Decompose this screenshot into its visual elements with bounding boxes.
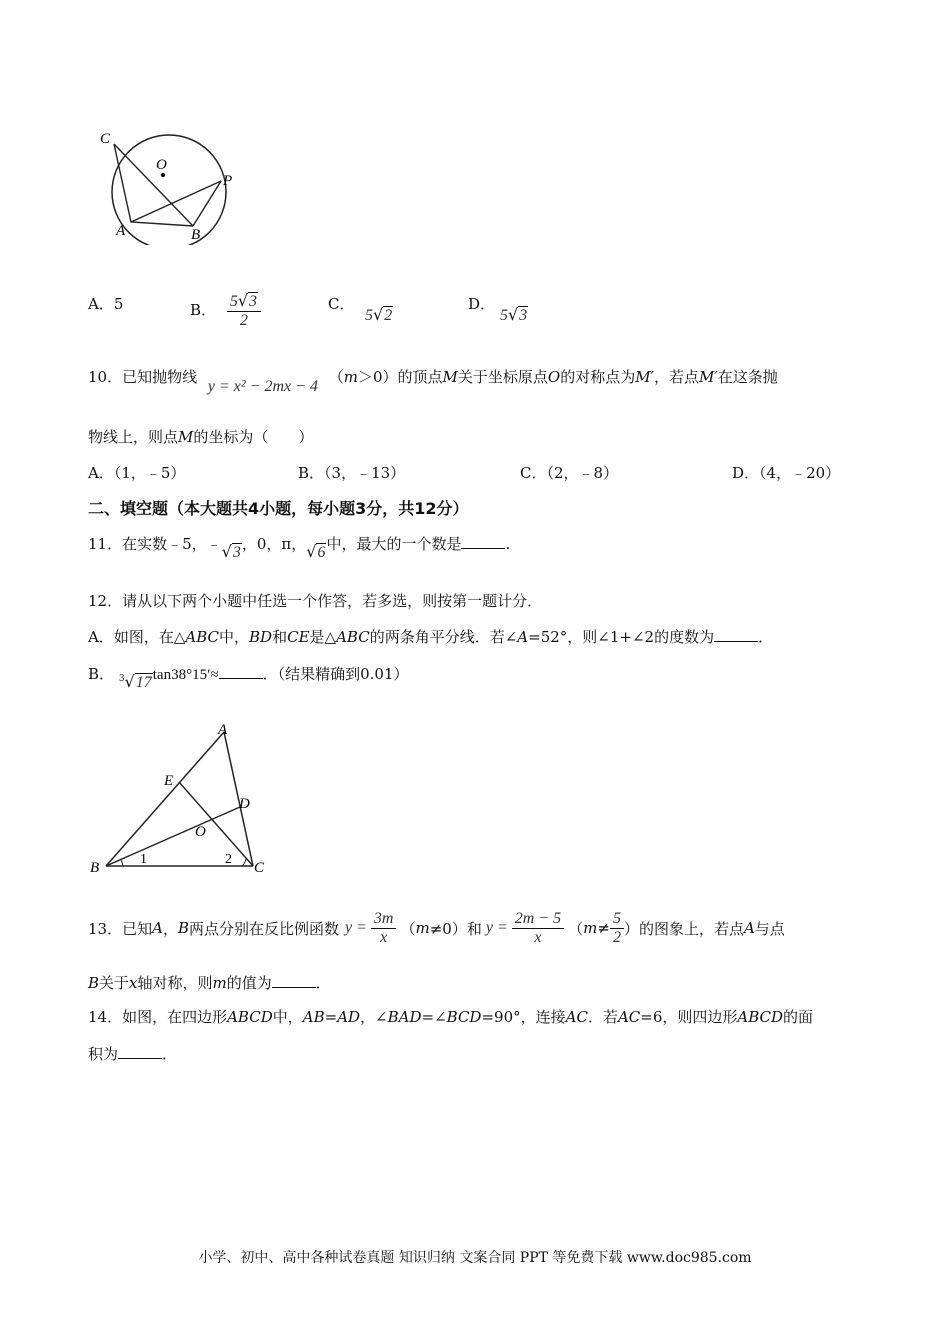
q9-option-d: D． [468,295,496,313]
q10-option-b: B．（3，﹣13） [298,464,406,482]
circle-o [112,135,226,245]
label-e: E [164,773,174,789]
q12-part-b: B． $^3$√17tan38°15′≈ ．（结果精确到0.01） [88,665,409,691]
label-o: O [195,824,206,840]
section-title: 二、填空题（本大题共4小题，每小题3分，共12分） [88,499,469,518]
answer-blank[interactable] [461,534,505,549]
q9-option-c: C． [328,295,355,313]
q14-line2: 积为 ． [88,1045,178,1063]
q12-part-a: A．如图，在△ABC中，BD和CE是△ABC的两条角平分线．若∠A=52°，则∠1+∠2的度数为 ． [88,628,774,646]
answer-blank[interactable] [219,664,263,679]
fraction: $\frac{5}{2}$ [610,910,624,947]
q13-line2: B关于x轴对称，则m的值为 ． [88,974,331,992]
chord-cb [114,144,193,226]
label-d: D [239,796,250,812]
triangle-figure [85,720,275,880]
answer-blank[interactable] [272,973,316,988]
center-dot [161,173,165,177]
angle-1-arc [121,860,123,866]
label-b: B [90,860,100,876]
q9-option-b: B． $\frac{5√3}{2}$ [190,292,261,330]
answer-blank[interactable] [714,627,758,642]
circle-figure [95,125,245,245]
q10-line2: 物线上，则点M的坐标为（ ） [88,428,314,446]
q10-line1: 10．已知抛物线 y = x² − 2mx − 4 （m＞0）的顶点M关于坐标原点O的对称点为M′，若点M′在这条抛 [88,368,778,395]
q10-option-a: A．（1，﹣5） [88,464,186,482]
q9-option-c-value: 5√2 [365,305,393,324]
label-a: A [116,223,126,239]
side-ab [106,732,224,866]
label-c: C [100,131,111,147]
label-o: O [156,157,167,173]
page-footer: 小学、初中、高中各种试卷真题 知识归纳 文案合同 PPT 等免费下载 www.doc985.com [198,1250,752,1266]
angle-2-arc [242,858,246,866]
q9-option-a: A．5 [88,295,124,313]
fraction: $\frac{3m}{x}$ [371,910,397,947]
label-c: C [254,860,265,876]
q14-line1: 14．如图，在四边形ABCD中，AB=AD，∠BAD=∠BCD=90°，连接AC．若AC=6，则四边形ABCD的面 [88,1008,814,1026]
label-p: P [223,173,233,189]
q12-intro: 12．请从以下两个小题中任选一个作答，若多选，则按第一题计分． [88,592,543,610]
q11: 11．在实数﹣5，﹣√3，0，π，√6中，最大的一个数是 . [88,535,511,561]
bisector-bd [106,807,240,866]
label-angle-1: 1 [140,852,147,867]
fraction: $\frac{5√3}{2}$ [227,292,261,330]
q10-option-d: D．（4，﹣20） [732,464,841,482]
parabola-formula: y = x² − 2mx − 4 [207,378,318,395]
q13-line1: 13．已知 A ， B 两点分别在反比例函数 y = $\frac{3m}{x}$ （ m ≠0）和 y = $\frac{2m - 5}{x}$ （ m ≠ $\frac{5}{2}$ ）的图象上，若点 A 与点 [88,909,785,946]
q10-option-c: C．（2，﹣8） [520,464,619,482]
label-b: B [191,227,201,243]
answer-blank[interactable] [118,1044,162,1059]
label-a: A [218,722,228,738]
q9-option-d-value: 5√3 [500,305,528,324]
bisector-ce [179,782,253,866]
label-angle-2: 2 [225,852,232,867]
fraction: $\frac{2m - 5}{x}$ [512,910,564,947]
